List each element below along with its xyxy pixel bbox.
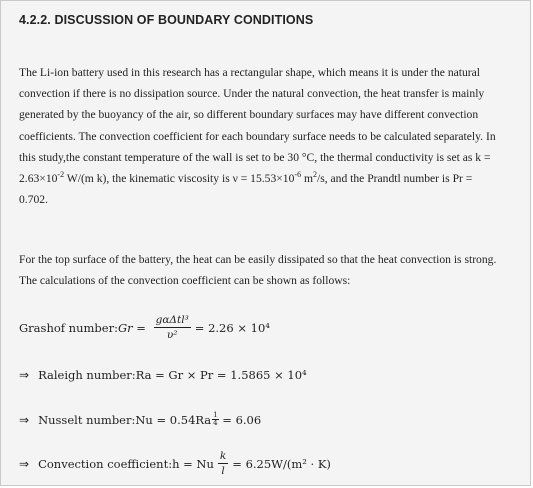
fraction [218,450,228,477]
denominator: l [221,465,225,477]
viscosity-text: W/(m k), the kinematic viscosity is ν = 15.53×10 [64,172,295,186]
text-line: The Li-ion battery used in this research has a rectangular shape, which means it is under the natural [19,66,481,79]
equation-label: Raleigh number: [38,368,136,382]
text-line: coefficients. The convection coefficient for each boundary surface needs to be calculated separately. In [19,129,496,143]
equation-nusselt [19,412,261,427]
equation-label: Nusselt number: [38,412,136,427]
paragraph-intro [19,62,523,210]
exponent: -2 [57,170,65,180]
equals-sign: = [132,320,150,335]
exponent: 2 [313,170,317,180]
exponent: -6 [294,170,302,180]
equation-label: Convection coefficient: [38,456,173,471]
text-line-parameters [19,168,523,189]
equation-expression: h = Nu [172,456,214,471]
equation-expression: Ra = Gr × Pr = 1.5865 × 10⁴ [135,368,307,382]
conductivity-value: 2.63×10 [19,172,58,186]
denominator: 4 [213,419,218,427]
equation-rhs: = 2.26 × 10⁴ [194,320,270,335]
equation-result: = 6.25W/(m² · K) [232,456,331,471]
equation-raleigh [19,368,307,382]
equation-result: = 6.06 [218,412,262,427]
equation-grashof [19,314,270,341]
implies-arrow-icon: ⇒ [19,368,30,382]
denominator: υ² [166,329,178,341]
paragraph-top-surface [19,249,523,291]
equation-label: Grashof number: [19,320,118,335]
unit-text: m [301,172,313,186]
text-line: generated by the buoyancy of the air, so different boundary surfaces may have different convection [19,108,479,122]
text-line: 0.702. [19,193,48,207]
equation-lhs: Gr [117,320,133,335]
text-line: The calculations of the convection coefficient can be shown as follows: [19,274,351,288]
implies-arrow-icon: ⇒ [19,456,30,471]
prandtl-text: /s, and the Prandtl number is Pr = [317,172,473,186]
equation-expression: Nu = 0.54Ra [135,412,212,427]
text-line: convection if there is no dissipation source. Under the natural convection, the heat transfer is mainly [19,87,485,101]
fraction [154,314,191,341]
section-heading: 4.2.2. DISCUSSION OF BOUNDARY CONDITIONS [19,13,314,27]
numerator: 1 [213,411,218,419]
numerator: gαΔtl³ [155,314,189,326]
text-line: this study,the constant temperature of the wall is set to be 30 °C, the thermal conductivity is set as k = [19,150,491,164]
implies-arrow-icon: ⇒ [19,412,30,427]
numerator: k [219,450,227,462]
equation-convection [19,450,331,477]
text-line: For the top surface of the battery, the heat can be easily dissipated so that the heat convection is strong. [19,253,497,266]
